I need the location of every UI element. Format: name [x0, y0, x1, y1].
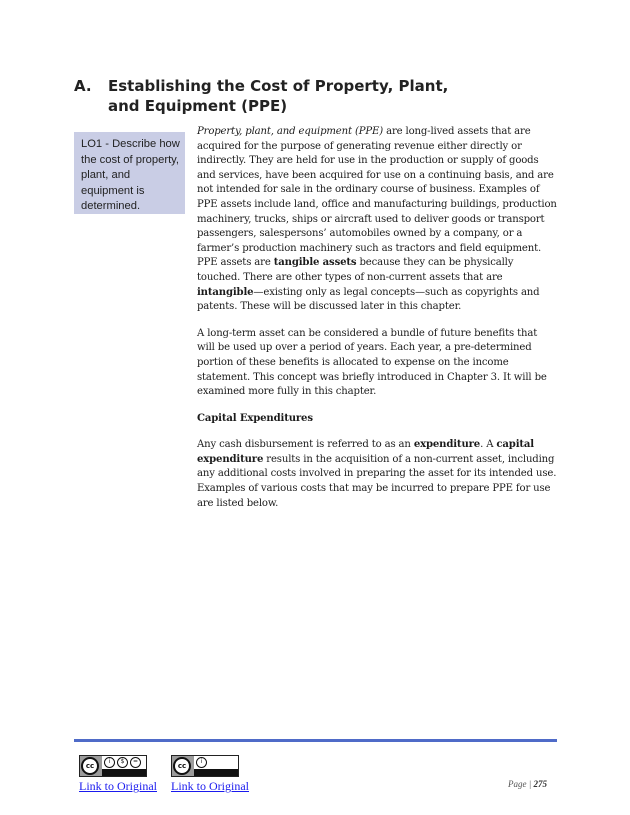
section-letter: A.	[74, 77, 92, 95]
term-intangible: intangible	[197, 286, 254, 298]
page-number-value: 275	[533, 779, 547, 789]
paragraph-capital-expenditure	[197, 438, 557, 511]
main-body	[197, 125, 557, 523]
term-tangible-assets: tangible assets	[273, 257, 357, 269]
paragraph-text: results in the acquisition of a non-current asset, including any additional costs involved in preparing the asset for its intended use. Examples of various costs that may be incurred to prepare PPE for use are listed below.	[197, 453, 557, 509]
learning-objective-box	[74, 132, 185, 214]
section-title-line-1: Establishing the Cost of Property, Plant,	[108, 77, 449, 95]
term-capital-expenditure: capital expenditure	[197, 439, 534, 465]
term-expenditure: expenditure	[413, 439, 481, 451]
paragraph-text: —existing only as legal concepts—such as copyrights and patents. These will be discussed later in this chapter.	[197, 286, 540, 313]
subheading-capital-expenditures: Capital Expenditures	[197, 412, 313, 424]
page-number	[508, 779, 547, 789]
noncommercial-icon: $	[117, 757, 128, 768]
paragraph-text: because they can be physically touched. There are other types of non-current assets that are	[197, 257, 514, 283]
paragraph-long-term-asset: A long-term asset can be considered a bundle of future benefits that will be used up over a period of years. Each year, a pre-determined portion of these benefits is allocated to expense on the income statement. This concept was briefly introduced in Chapter 3. It will be examined more fully in this chapter.	[197, 327, 547, 398]
cc-icon: cc	[173, 757, 191, 775]
link-to-original-2[interactable]: Link to Original	[171, 779, 249, 793]
term-ppe: Property, plant, and equipment (PPE)	[197, 126, 384, 137]
footer-rule	[74, 739, 557, 742]
attribution-icon: i	[104, 757, 115, 768]
learning-objective-text: LO1 - Describe how the cost of property, plant, and equipment is determined.	[81, 138, 180, 212]
cc-icon: cc	[81, 757, 99, 775]
attribution-icon: i	[196, 757, 207, 768]
paragraph-text: Any cash disbursement is referred to as an	[197, 439, 414, 451]
cc-by-license-icon	[171, 755, 239, 777]
paragraph-text: . A	[480, 439, 497, 451]
page-label: Page	[508, 779, 527, 789]
paragraph-ppe-definition	[197, 125, 557, 315]
section-title-line-2: and Equipment (PPE)	[108, 97, 288, 115]
paragraph-text: are long-lived assets that are acquired for the purpose of generating revenue either directly or indirectly. They are held for use in the production or supply of goods and services, have been acquired for use on a continuing basis, and are not intended for sale in the ordinary course of business. Examples of PPE assets include land, office and manufacturing buildings, production machinery, trucks, ships or aircraft used to deliver goods or transport passengers, salespersons’ automobiles owned by a company, or a farmer’s production machinery such as tractors and field equipment. PPE assets are	[197, 126, 557, 269]
noderivatives-icon: =	[130, 757, 141, 768]
cc-by-nc-nd-license-icon	[79, 755, 147, 777]
page-separator: |	[526, 779, 534, 789]
link-to-original-1[interactable]: Link to Original	[79, 779, 157, 793]
